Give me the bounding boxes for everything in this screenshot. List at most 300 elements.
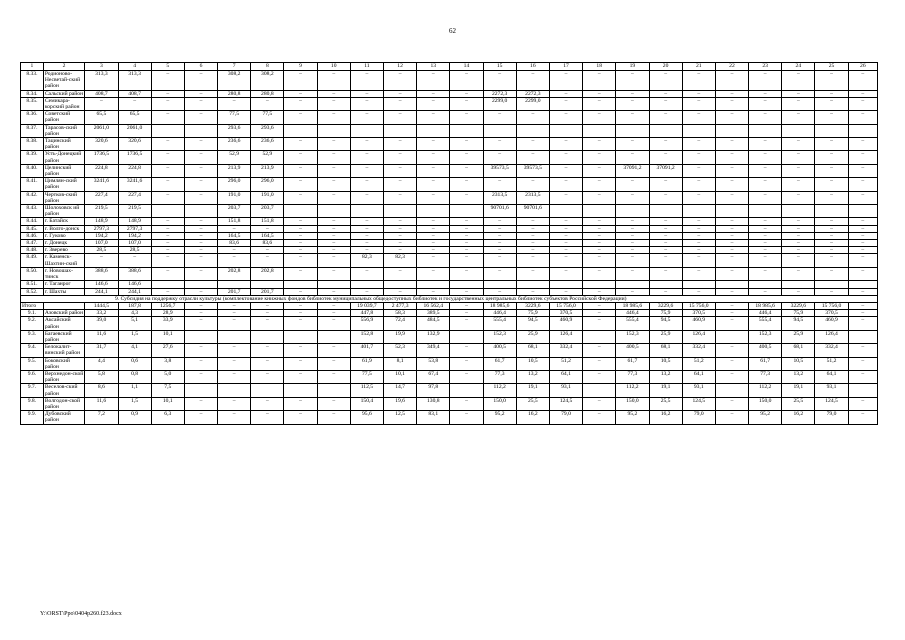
table-cell: – (583, 232, 616, 239)
table-cell (815, 205, 848, 218)
table-cell: – (715, 310, 748, 317)
table-cell: – (749, 267, 782, 280)
table-cell: – (284, 178, 317, 191)
table-cell: – (749, 151, 782, 164)
table-cell: – (450, 90, 483, 97)
table-cell: – (317, 191, 350, 204)
table-cell: г. Шахты (43, 288, 85, 295)
table-cell: – (151, 90, 184, 97)
table-cell: – (218, 225, 251, 232)
table-cell: – (549, 90, 582, 97)
table-cell: – (284, 397, 317, 410)
table-cell (184, 124, 217, 137)
table-cell: – (284, 97, 317, 110)
table-cell: 280,8 (251, 90, 284, 97)
table-row (21, 218, 878, 225)
table-cell (284, 205, 317, 218)
table-cell: – (384, 97, 417, 110)
table-cell (583, 205, 616, 218)
table-cell: – (450, 247, 483, 254)
table-cell (848, 124, 877, 137)
table-cell: – (284, 302, 317, 309)
table-cell: – (417, 164, 450, 177)
table-cell (782, 124, 815, 137)
table-cell: 152,8 (350, 330, 383, 343)
table-cell: – (715, 225, 748, 232)
table-cell: – (284, 111, 317, 124)
table-cell: – (616, 225, 649, 232)
table-cell: – (417, 191, 450, 204)
table-cell (848, 330, 877, 343)
table-cell: – (85, 97, 118, 110)
table-cell: 280,8 (218, 90, 251, 97)
table-cell: – (450, 240, 483, 247)
table-cell: – (616, 247, 649, 254)
table-cell: 61,7 (616, 357, 649, 370)
table-cell: 1,5 (118, 397, 151, 410)
table-cell: 25,9 (516, 330, 549, 343)
table-cell: – (85, 254, 118, 267)
table-cell: – (516, 218, 549, 225)
table-cell (749, 124, 782, 137)
table-cell: 5,8 (85, 370, 118, 383)
table-row (21, 384, 878, 397)
table-cell: 79,0 (815, 411, 848, 424)
table-cell (549, 281, 582, 288)
table-cell: – (251, 317, 284, 330)
table-cell: 9.8. (21, 397, 44, 410)
table-row (21, 90, 878, 97)
table-cell: 83,6 (218, 240, 251, 247)
table-cell: – (715, 151, 748, 164)
table-cell: 187,8 (118, 302, 151, 309)
table-cell: 320,6 (118, 138, 151, 151)
table-cell (583, 281, 616, 288)
table-cell: – (848, 111, 877, 124)
table-cell: 16 (516, 63, 549, 71)
table-cell: – (384, 240, 417, 247)
table-cell (317, 205, 350, 218)
table-cell: – (317, 288, 350, 295)
table-cell: 65,5 (118, 111, 151, 124)
table-cell: – (251, 302, 284, 309)
table-cell (450, 124, 483, 137)
table-cell: 3 (85, 63, 118, 71)
table-cell: 194,2 (118, 232, 151, 239)
table-cell: 8.43. (21, 205, 44, 218)
table-cell: – (583, 288, 616, 295)
table-cell: – (184, 357, 217, 370)
table-cell: – (749, 191, 782, 204)
table-cell: г. Зверево (43, 247, 85, 254)
table-cell: – (583, 164, 616, 177)
table-cell: 15 (483, 63, 516, 71)
table-cell: 16 562,4 (417, 302, 450, 309)
table-cell: – (616, 151, 649, 164)
table-cell: – (583, 111, 616, 124)
table-cell: 9.9. (21, 411, 44, 424)
table-cell: 15 756,0 (815, 302, 848, 309)
table-cell: 61,9 (350, 357, 383, 370)
table-cell: – (782, 240, 815, 247)
table-cell: 8.35. (21, 97, 44, 110)
table-cell: 2 477,3 (384, 302, 417, 309)
table-cell (384, 281, 417, 288)
table-cell: – (284, 310, 317, 317)
table-cell: – (649, 232, 682, 239)
table-cell: – (715, 240, 748, 247)
table-cell: г. Гуково (43, 232, 85, 239)
table-cell: – (682, 71, 715, 91)
table-cell (184, 281, 217, 288)
table-cell: Шолоховск ий район (43, 205, 85, 218)
table-cell: 107,0 (118, 240, 151, 247)
table-cell: – (417, 267, 450, 280)
table-cell: Родионово-Несветай-ский район (43, 71, 85, 91)
table-cell: – (749, 164, 782, 177)
table-cell: Белокалит-винский район (43, 344, 85, 357)
table-cell: – (450, 178, 483, 191)
table-cell: – (284, 344, 317, 357)
table-cell: – (815, 178, 848, 191)
table-row (21, 205, 878, 218)
table-cell: 21 (682, 63, 715, 71)
table-cell: 10 (317, 63, 350, 71)
table-cell: 8.46. (21, 232, 44, 239)
table-cell: 68,1 (649, 344, 682, 357)
table-cell (583, 330, 616, 343)
table-cell: – (251, 397, 284, 410)
table-cell: 3229,6 (782, 302, 815, 309)
table-cell: – (218, 310, 251, 317)
table-cell: – (184, 111, 217, 124)
table-cell: 0,6 (118, 357, 151, 370)
table-cell: 460,9 (815, 317, 848, 330)
table-cell: – (483, 178, 516, 191)
table-cell: – (417, 151, 450, 164)
table-cell: – (782, 97, 815, 110)
table-cell: – (151, 225, 184, 232)
table-cell: – (815, 225, 848, 232)
table-cell: – (483, 138, 516, 151)
table-cell: – (682, 90, 715, 97)
table-cell: – (848, 191, 877, 204)
table-cell: – (749, 247, 782, 254)
table-cell: – (450, 370, 483, 383)
table-cell: – (682, 164, 715, 177)
table-cell: 19 (616, 63, 649, 71)
section-title: 9. Субсидия на поддержку отрасли культуры (комплектование книжных фондов библиотек муниципальных общедоступных библиотек и государственных центральных библиотек субъектов Российской Федерации) (21, 295, 878, 302)
table-cell: 112,2 (616, 384, 649, 397)
table-cell: – (549, 254, 582, 267)
table-cell: – (483, 151, 516, 164)
table-cell (184, 205, 217, 218)
table-cell: 203,7 (251, 205, 284, 218)
table-cell: – (583, 218, 616, 225)
table-cell: – (815, 164, 848, 177)
table-cell (417, 124, 450, 137)
table-cell: 236,6 (251, 138, 284, 151)
table-cell: – (184, 310, 217, 317)
table-cell: 112,2 (483, 384, 516, 397)
table-row (21, 97, 878, 110)
table-cell: – (782, 111, 815, 124)
table-cell: – (450, 191, 483, 204)
table-cell: – (251, 310, 284, 317)
table-cell: – (317, 254, 350, 267)
table-cell: 52,3 (384, 344, 417, 357)
table-cell: 1 (21, 63, 44, 71)
table-cell: – (384, 111, 417, 124)
table-cell: 93,1 (815, 384, 848, 397)
table-cell: – (151, 97, 184, 110)
table-cell: – (218, 411, 251, 424)
table-cell: – (682, 97, 715, 110)
table-cell: – (749, 254, 782, 267)
table-cell: Чертков-ский район (43, 191, 85, 204)
table-cell: – (151, 267, 184, 280)
table-cell: – (384, 225, 417, 232)
table-cell: 82,3 (350, 254, 383, 267)
table-cell: – (848, 302, 877, 309)
table-cell: – (417, 247, 450, 254)
table-cell: 10,1 (151, 397, 184, 410)
table-cell: 28,5 (118, 247, 151, 254)
table-cell: 19,6 (384, 397, 417, 410)
table-cell: 64,1 (682, 370, 715, 383)
table-cell: – (218, 344, 251, 357)
table-cell: – (715, 302, 748, 309)
table-cell: – (284, 247, 317, 254)
table-cell: – (749, 90, 782, 97)
header-row (21, 63, 878, 71)
table-cell: – (184, 317, 217, 330)
table-cell: – (350, 111, 383, 124)
table-cell: 555,4 (483, 317, 516, 330)
table-cell: 39573,5 (516, 164, 549, 177)
table-cell: 401,7 (350, 344, 383, 357)
table-cell: – (616, 218, 649, 225)
table-cell: – (417, 288, 450, 295)
table-cell (583, 124, 616, 137)
table-cell: 51,2 (682, 357, 715, 370)
table-cell: – (848, 164, 877, 177)
table-cell: – (516, 225, 549, 232)
table-cell: 308,2 (251, 71, 284, 91)
table-cell (516, 124, 549, 137)
table-cell: – (549, 232, 582, 239)
table-cell: – (583, 225, 616, 232)
table-cell: 191,0 (251, 191, 284, 204)
table-cell: – (417, 90, 450, 97)
table-cell: 58,3 (384, 310, 417, 317)
table-row (21, 254, 878, 267)
table-cell: – (715, 232, 748, 239)
table-cell: 19,9 (384, 330, 417, 343)
table-row (21, 411, 878, 424)
table-cell: 446,4 (749, 310, 782, 317)
table-cell: – (649, 247, 682, 254)
table-cell: – (516, 247, 549, 254)
table-cell: – (848, 218, 877, 225)
table-cell: – (417, 225, 450, 232)
table-cell: – (218, 254, 251, 267)
table-cell: 22 (715, 63, 748, 71)
table-cell: – (616, 288, 649, 295)
table-cell: 8.41. (21, 178, 44, 191)
table-cell: – (184, 178, 217, 191)
footer-file-path: Y:\ORST\Ppo\0404p260.f23.docx (40, 611, 122, 617)
table-cell: – (483, 288, 516, 295)
table-cell: – (682, 254, 715, 267)
table-cell: – (649, 90, 682, 97)
table-cell: 388,6 (118, 267, 151, 280)
table-cell: – (549, 151, 582, 164)
table-cell: – (251, 411, 284, 424)
table-cell: 8.52. (21, 288, 44, 295)
table-cell: – (483, 267, 516, 280)
table-cell: 400,5 (483, 344, 516, 357)
table-cell: – (384, 164, 417, 177)
table-cell (284, 330, 317, 343)
table-cell: – (284, 254, 317, 267)
table-cell: – (715, 90, 748, 97)
table-cell: – (682, 247, 715, 254)
table-cell: 95,6 (350, 411, 383, 424)
table-cell: 10,5 (649, 357, 682, 370)
table-cell: – (682, 111, 715, 124)
table-cell: – (251, 97, 284, 110)
table-cell (350, 281, 383, 288)
table-cell: – (848, 411, 877, 424)
table-cell: 1,1 (118, 384, 151, 397)
table-cell: 8,6 (85, 384, 118, 397)
table-cell: 296,0 (218, 178, 251, 191)
table-cell: – (450, 254, 483, 267)
table-cell (251, 281, 284, 288)
table-cell: 95,2 (616, 411, 649, 424)
table-cell: – (749, 111, 782, 124)
table-cell: 2272,3 (516, 90, 549, 97)
table-cell (549, 205, 582, 218)
table-cell: – (616, 178, 649, 191)
table-cell: 4,4 (85, 357, 118, 370)
table-cell (218, 384, 251, 397)
table-cell: – (284, 90, 317, 97)
table-cell: 124,5 (549, 397, 582, 410)
table-cell: – (649, 97, 682, 110)
table-cell: – (583, 302, 616, 309)
table-cell: – (815, 191, 848, 204)
table-cell: 2272,3 (483, 90, 516, 97)
table-cell: – (151, 232, 184, 239)
table-cell: – (317, 397, 350, 410)
table-cell: – (151, 138, 184, 151)
table-cell: – (151, 240, 184, 247)
table-cell: – (384, 247, 417, 254)
table-cell: – (782, 225, 815, 232)
table-cell: 1736,5 (85, 151, 118, 164)
table-row (21, 71, 878, 91)
table-cell: 201,7 (218, 288, 251, 295)
table-cell (184, 330, 217, 343)
table-cell: – (682, 191, 715, 204)
table-cell: Веселов-ский район (43, 384, 85, 397)
table-cell: – (749, 97, 782, 110)
table-cell: 296,0 (251, 178, 284, 191)
table-cell: – (715, 411, 748, 424)
table-cell (251, 330, 284, 343)
table-cell: 370,5 (549, 310, 582, 317)
section-title-row (21, 295, 878, 302)
table-cell: – (848, 357, 877, 370)
table-cell: 16,2 (649, 411, 682, 424)
table-cell: Тарасов-ский район (43, 124, 85, 137)
table-cell: 2 (43, 63, 85, 71)
table-cell: – (749, 138, 782, 151)
table-cell: – (715, 97, 748, 110)
table-cell: Верхнедон-ской район (44, 370, 84, 384)
table-cell: – (284, 218, 317, 225)
table-cell: Семикара-корский район (43, 97, 85, 110)
table-cell: – (450, 138, 483, 151)
table-cell: – (384, 218, 417, 225)
table-cell: – (848, 397, 877, 410)
table-cell: – (184, 240, 217, 247)
table-row (21, 111, 878, 124)
table-cell: – (583, 267, 616, 280)
table-cell: – (317, 370, 350, 383)
table-cell: 4,3 (118, 310, 151, 317)
table-cell: 236,6 (218, 138, 251, 151)
table-cell (417, 281, 450, 288)
table-cell (450, 330, 483, 343)
table-cell: 132,9 (417, 330, 450, 343)
table-cell: 227,4 (118, 191, 151, 204)
table-row (21, 344, 878, 357)
table-cell: 77,3 (483, 370, 516, 383)
table-cell: – (583, 178, 616, 191)
table-cell: 484,5 (417, 317, 450, 330)
table-cell: – (715, 317, 748, 330)
table-cell: – (417, 111, 450, 124)
table-cell (848, 384, 877, 397)
table-cell: 28,9 (151, 310, 184, 317)
table-cell: 152,3 (483, 330, 516, 343)
table-cell: 94,5 (649, 317, 682, 330)
table-cell: – (516, 151, 549, 164)
table-cell: – (417, 254, 450, 267)
table-cell: – (516, 254, 549, 267)
table-row (21, 267, 878, 280)
table-cell: 67,4 (417, 370, 450, 383)
table-cell: 5 (151, 63, 184, 71)
table-cell: – (317, 232, 350, 239)
table-cell: – (317, 71, 350, 91)
table-cell: – (616, 90, 649, 97)
table-cell: – (516, 111, 549, 124)
table-cell: – (549, 164, 582, 177)
table-cell: – (516, 178, 549, 191)
table-cell: 8.49. (21, 254, 44, 267)
table-cell: – (715, 397, 748, 410)
table-cell: 20 (649, 63, 682, 71)
table-cell: 8.34. (21, 90, 44, 97)
table-cell: – (715, 344, 748, 357)
budget-table (20, 62, 878, 425)
table-cell: – (151, 247, 184, 254)
table-cell: – (483, 111, 516, 124)
